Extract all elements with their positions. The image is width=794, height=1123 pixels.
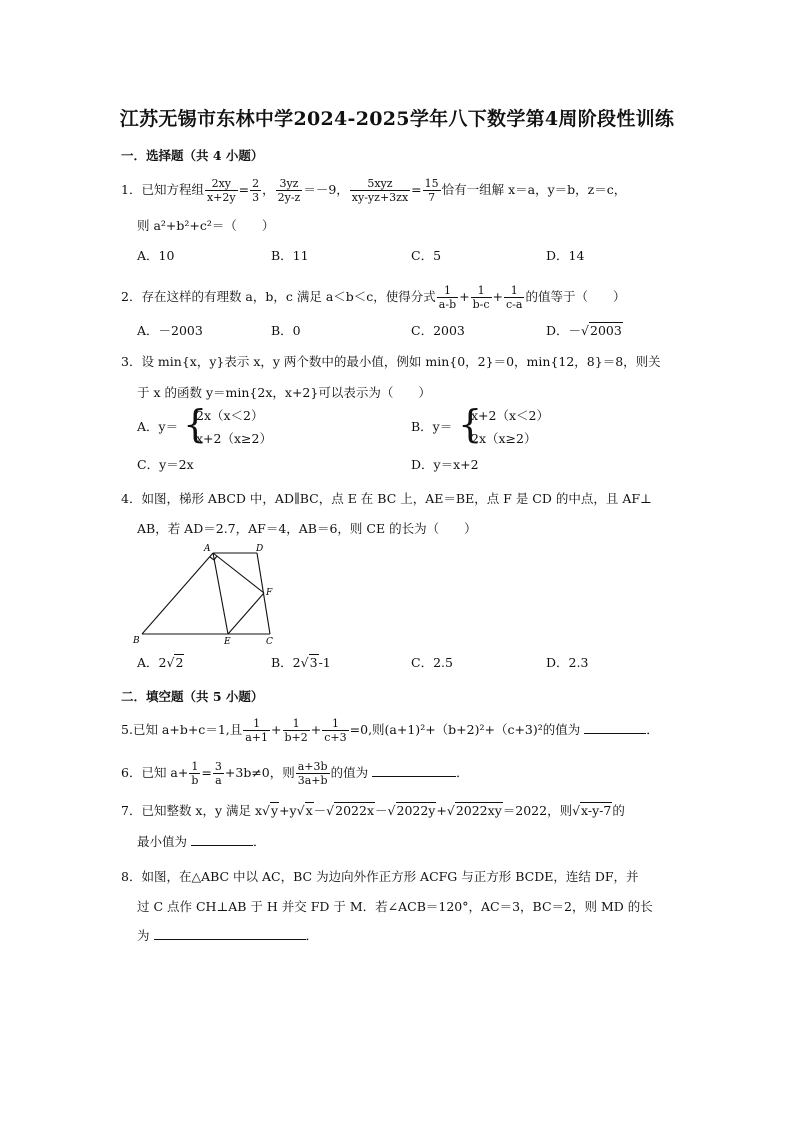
- q1-option-d[interactable]: D．14: [546, 248, 585, 263]
- answer-blank[interactable]: [372, 764, 456, 777]
- question-4-line-2: AB，若 AD＝2.7，AF＝4，AB＝6，则 CE 的长为（ ）: [137, 521, 477, 536]
- section-fill: 二．填空题（共 5 小题）: [121, 689, 264, 704]
- q2-option-a[interactable]: A．－2003: [137, 323, 203, 338]
- question-3-line-2: 于 x 的函数 y＝min{2x，x+2}可以表示为（ ）: [137, 385, 431, 400]
- question-8-line-2: 过 C 点作 CH⊥AB 于 H 并交 FD 于 M．若∠ACB＝120°，AC＝3，BC＝2，则 MD 的长: [137, 899, 653, 914]
- label-a: A: [204, 544, 211, 554]
- q3-option-a[interactable]: A．y＝: [137, 419, 179, 434]
- brace-icon: {: [458, 402, 483, 446]
- question-6: 6．已知 a+ $\frac{1}{b}$ = $\frac{3}{a}$ +3b≠0，则 $\frac{a+3b}{3a+b}$ 的值为 ．: [121, 760, 469, 787]
- q3-b-piece-2: 2x（x≥2）: [471, 431, 537, 446]
- segment-ef: [228, 593, 264, 634]
- q1-option-b[interactable]: B．11: [271, 248, 309, 263]
- q3-option-d[interactable]: D．y＝x+2: [411, 457, 479, 472]
- question-1-line-1: 1．已知方程组 $\frac{2xy}{x+2y}$ = $\frac{2}{3}$ ， $\frac{3yz}{2y-z}$ ＝－9， $\frac{\text{5xyz}}{xy-yz+3zx}$ = $\frac{15}{7}$ 恰有一组解 x＝a，y＝b，z＝c，: [121, 177, 627, 204]
- q2-option-c[interactable]: C．2003: [411, 323, 465, 338]
- label-e: E: [224, 637, 231, 647]
- question-5: 5.已知 a+b+c＝1,且 $\frac{1}{a+1}$ + $\frac{1}{b+2}$ + $\frac{1}{c+3}$ =0,则(a+1)²+（b+2)²+（c+3)²的值为 ．: [121, 717, 659, 744]
- question-1-line-2: 则 a²+b²+c²＝（ ）: [137, 218, 275, 233]
- label-d: D: [256, 544, 264, 554]
- section-choice: 一．选择题（共 4 小题）: [121, 148, 264, 163]
- label-b: B: [133, 636, 140, 646]
- q3-option-b[interactable]: B．y＝: [411, 419, 453, 434]
- q2-option-b[interactable]: B．0: [271, 323, 301, 338]
- q4-option-d[interactable]: D．2.3: [546, 655, 589, 670]
- sqrt: √2003: [581, 323, 622, 338]
- question-8-line-1: 8．如图，在△ABC 中以 AC，BC 为边向外作正方形 ACFG 与正方形 BCDE，连结 DF，并: [121, 869, 639, 884]
- label-f: F: [266, 588, 273, 598]
- q3-a-piece-1: 2x（x＜2）: [196, 408, 264, 423]
- question-2-line-1: 2．存在这样的有理数 a，b，c 满足 a＜b＜c，使得分式 $\frac{1}{a-b}$ + $\frac{1}{b-c}$ + $\frac{1}{c-a}$ 的值等于（ ）: [121, 284, 626, 311]
- answer-blank[interactable]: [154, 927, 306, 940]
- question-7-line-1: 7．已知整数 x，y 满足 x√y+y√x－√2022x－√2022y+√2022xy＝2022，则√x-y-7的: [121, 803, 625, 818]
- question-8-line-3: 为 ．: [137, 928, 319, 943]
- q3-b-piece-1: x+2（x＜2）: [471, 408, 549, 423]
- page-title: 江苏无锡市东林中学2024-2025学年八下数学第4周阶段性训练: [119, 108, 675, 130]
- answer-blank[interactable]: [191, 833, 253, 846]
- answer-blank[interactable]: [584, 721, 646, 734]
- brace-icon: {: [183, 402, 208, 446]
- q4-option-b[interactable]: B．2√3-1: [271, 655, 331, 670]
- segment-af: [213, 553, 264, 593]
- q1-option-c[interactable]: C．5: [411, 248, 442, 263]
- q3-a-piece-2: x+2（x≥2）: [196, 431, 272, 446]
- trapezoid-figure: [130, 540, 290, 650]
- segment-ae: [213, 553, 228, 634]
- question-7-line-2: 最小值为 ．: [137, 834, 266, 849]
- q4-option-a[interactable]: A．2√2: [137, 655, 184, 670]
- question-4-line-1: 4．如图，梯形 ABCD 中，AD∥BC，点 E 在 BC 上，AE＝BE，点 F 是 CD 的中点，且 AF⊥: [121, 491, 652, 506]
- q2-option-d[interactable]: D．－√2003: [546, 321, 623, 341]
- label-c: C: [266, 637, 273, 647]
- fraction: $\frac{2xy}{x+2y}$: [206, 177, 236, 204]
- edge-ab: [142, 553, 213, 634]
- q3-option-c[interactable]: C．y＝2x: [137, 457, 194, 472]
- q4-option-c[interactable]: C．2.5: [411, 655, 453, 670]
- question-3-line-1: 3．设 min{x，y}表示 x，y 两个数中的最小值，例如 min{0，2}＝0，min{12，8}＝8，则关: [121, 354, 661, 369]
- q1-option-a[interactable]: A．10: [137, 248, 175, 263]
